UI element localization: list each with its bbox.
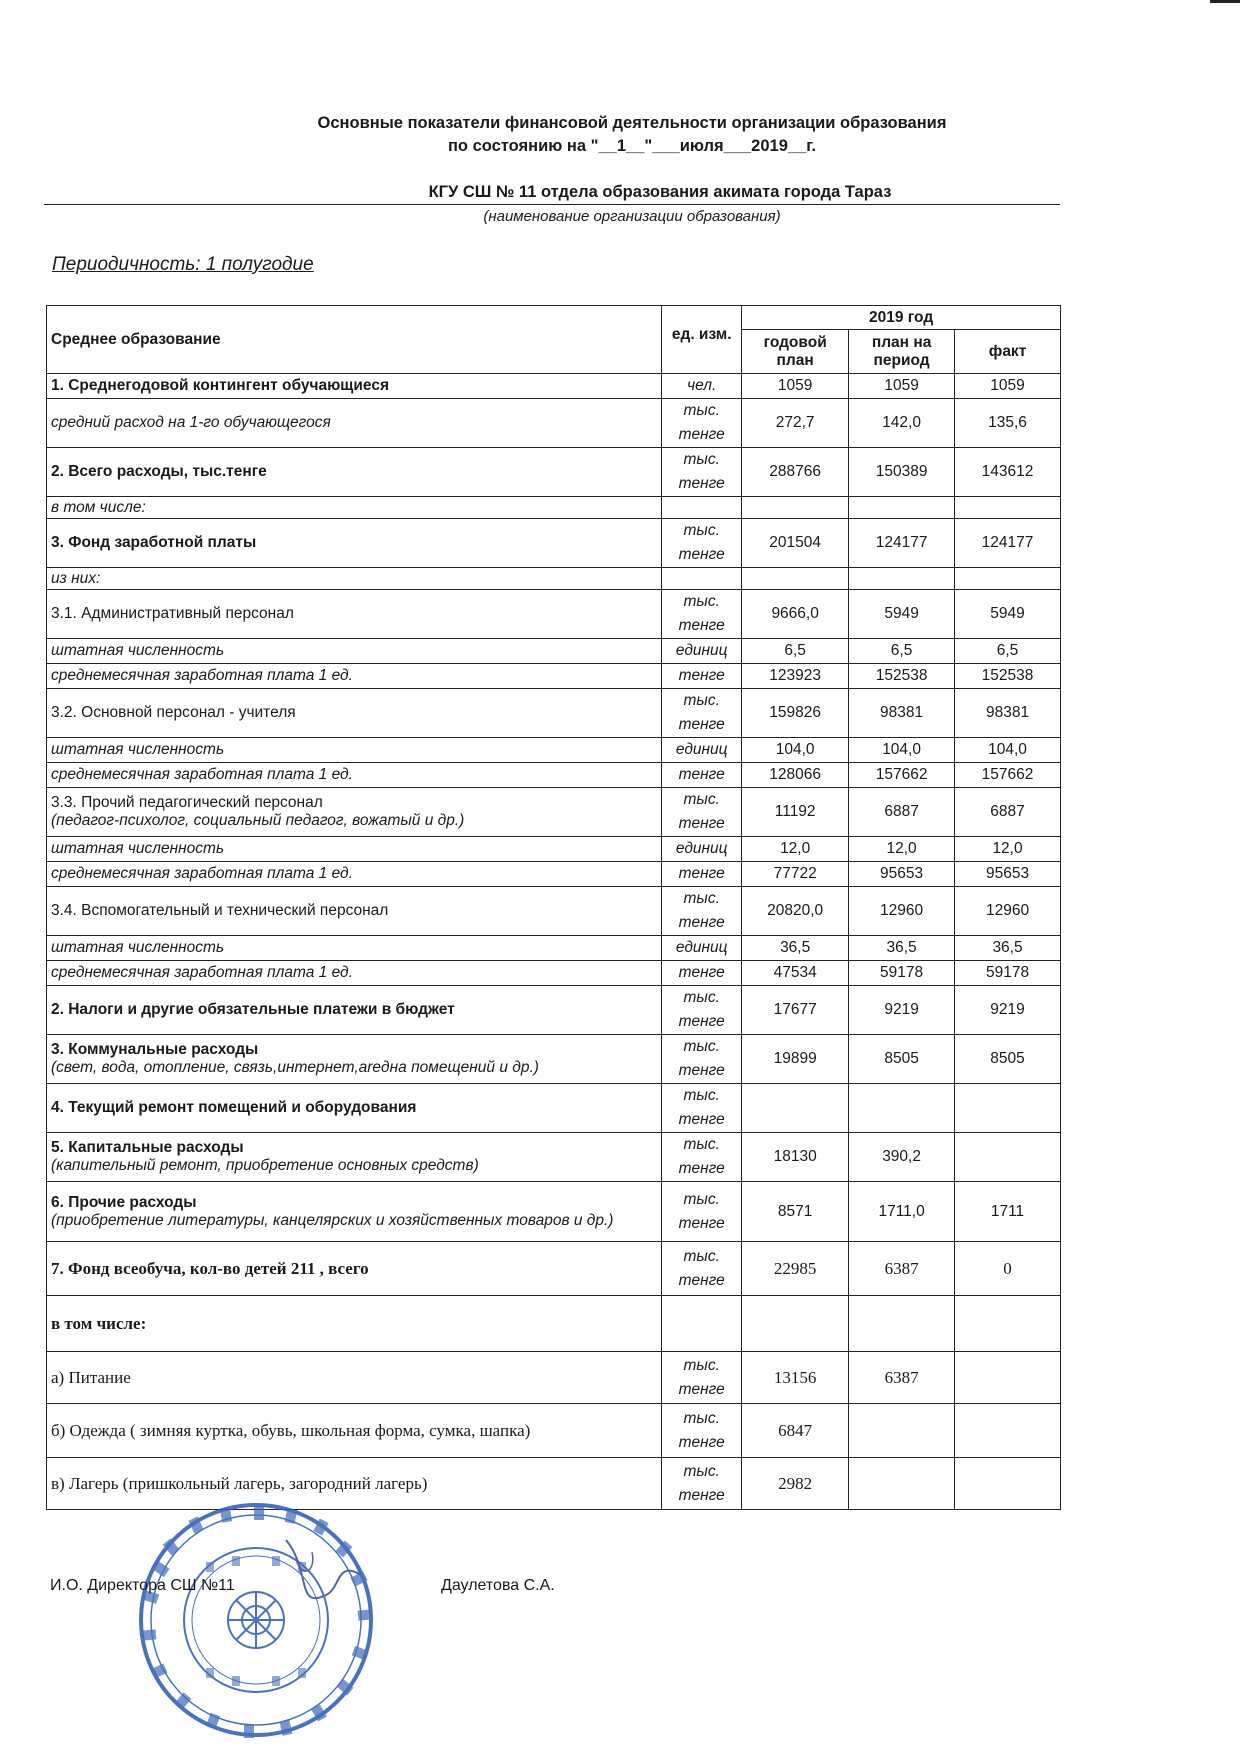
row-label-cell <box>47 448 662 497</box>
unit-cell: тенге <box>662 862 742 887</box>
row-label: среднемесячная заработная плата 1 ед. <box>51 766 353 783</box>
table-row <box>47 1035 1061 1084</box>
row-label: 3.4. Вспомогательный и технический персонал <box>51 902 389 919</box>
annual-plan-cell: 2982 <box>742 1458 849 1510</box>
fact-cell: 104,0 <box>955 738 1061 763</box>
period-plan-cell: 98381 <box>849 689 955 738</box>
table-row <box>47 1352 1061 1404</box>
unit-cell: единиц <box>662 639 742 664</box>
annual-plan-cell: 9666,0 <box>742 590 849 639</box>
row-label-cell <box>47 1084 662 1133</box>
unit-cell <box>662 497 742 519</box>
row-label: 6. Прочие расходы <box>51 1193 197 1211</box>
table-row <box>47 738 1061 763</box>
unit-cell: тыс. тенге <box>662 1182 742 1242</box>
period-plan-cell: 1711,0 <box>849 1182 955 1242</box>
table-row <box>47 1404 1061 1458</box>
row-label: штатная численность <box>51 741 225 758</box>
row-label-cell <box>47 1352 662 1404</box>
fact-cell <box>955 1296 1061 1352</box>
row-label: 2. Всего расходы, тыс.тенге <box>51 463 267 480</box>
annual-plan-cell: 77722 <box>742 862 849 887</box>
unit-cell <box>662 1296 742 1352</box>
unit-cell: тыс. тенге <box>662 788 742 837</box>
row-label-cell <box>47 497 662 519</box>
fact-cell: 135,6 <box>955 399 1061 448</box>
row-label-cell <box>47 519 662 568</box>
row-label-cell <box>47 1242 662 1296</box>
fact-cell: 95653 <box>955 862 1061 887</box>
row-label-cell <box>47 374 662 399</box>
table-row <box>47 590 1061 639</box>
unit-cell: тыс. тенге <box>662 1404 742 1458</box>
period-plan-cell: 8505 <box>849 1035 955 1084</box>
table-row <box>47 961 1061 986</box>
row-label: 2. Налоги и другие обязательные платежи в бюджет <box>51 1001 455 1018</box>
table-row <box>47 448 1061 497</box>
row-label-cell <box>47 1296 662 1352</box>
annual-plan-cell: 18130 <box>742 1133 849 1182</box>
row-label-cell <box>47 664 662 689</box>
unit-cell: тыс. тенге <box>662 887 742 936</box>
row-label: 7. Фонд всеобуча, кол-во детей 211 , всего <box>51 1258 369 1278</box>
column-header-unit: ед. изм. <box>662 306 742 374</box>
organization-name: КГУ СШ № 11 отдела образования акимата города Тараз <box>428 183 892 201</box>
financial-table <box>46 305 1061 1510</box>
annual-plan-cell <box>742 1084 849 1133</box>
fact-cell: 6,5 <box>955 639 1061 664</box>
fact-cell: 36,5 <box>955 936 1061 961</box>
table-row <box>47 639 1061 664</box>
unit-cell: тыс. тенге <box>662 590 742 639</box>
row-label: 3. Фонд заработной платы <box>51 534 257 551</box>
annual-plan-cell: 17677 <box>742 986 849 1035</box>
signature-title: И.О. Директора СШ №11 <box>50 1577 235 1594</box>
unit-cell: тыс. тенге <box>662 1133 742 1182</box>
fact-cell <box>955 568 1061 590</box>
row-label-cell <box>47 1182 662 1242</box>
row-label: 5. Капитальные расходы <box>51 1139 244 1156</box>
table-row <box>47 887 1061 936</box>
row-label-cell <box>47 689 662 738</box>
margin-mark <box>1210 0 1240 3</box>
annual-plan-cell: 1059 <box>742 374 849 399</box>
row-label-cell <box>47 639 662 664</box>
table-row <box>47 986 1061 1035</box>
unit-cell: тыс. тенге <box>662 689 742 738</box>
annual-plan-cell: 123923 <box>742 664 849 689</box>
row-sublabel: (педагог-психолог, социальный педагог, вожатый и др.) <box>51 812 465 829</box>
row-sublabel: (свет, вода, отопление, связь,интернет,areдна помещений и др.) <box>51 1059 539 1076</box>
table-row <box>47 862 1061 887</box>
period-plan-cell: 142,0 <box>849 399 955 448</box>
table-row <box>47 497 1061 519</box>
row-label-cell <box>47 862 662 887</box>
period-plan-cell: 12960 <box>849 887 955 936</box>
row-label: из них: <box>51 569 101 587</box>
row-label: в том числе: <box>51 1313 147 1333</box>
row-sublabel: (приобретение литературы, канцелярских и хозяйственных товаров и др.) <box>51 1211 614 1229</box>
period-plan-cell: 152538 <box>849 664 955 689</box>
period-plan-cell <box>849 1084 955 1133</box>
period-plan-cell: 6387 <box>849 1352 955 1404</box>
document-title: Основные показатели финансовой деятельности организации образования <box>317 114 947 132</box>
fact-cell <box>955 1404 1061 1458</box>
annual-plan-cell <box>742 497 849 519</box>
annual-plan-cell <box>742 568 849 590</box>
table-row <box>47 399 1061 448</box>
table-row <box>47 763 1061 788</box>
period-plan-cell: 36,5 <box>849 936 955 961</box>
row-label: 4. Текущий ремонт помещений и оборудования <box>51 1099 417 1116</box>
fact-cell: 152538 <box>955 664 1061 689</box>
annual-plan-cell: 8571 <box>742 1182 849 1242</box>
row-label-cell <box>47 837 662 862</box>
table-row <box>47 1084 1061 1133</box>
period-plan-cell <box>849 568 955 590</box>
row-label-cell <box>47 961 662 986</box>
row-label: 3. Коммунальные расходы <box>51 1041 259 1058</box>
fact-cell: 0 <box>955 1242 1061 1296</box>
fact-cell: 9219 <box>955 986 1061 1035</box>
annual-plan-cell: 20820,0 <box>742 887 849 936</box>
fact-cell: 59178 <box>955 961 1061 986</box>
row-label: б) Одежда ( зимняя куртка, обувь, школьная форма, сумка, шапка) <box>51 1420 531 1440</box>
row-label: штатная численность <box>51 840 225 857</box>
column-header-fact: факт <box>955 330 1061 374</box>
row-label: средний расход на 1-го обучающегося <box>51 414 331 431</box>
table-body <box>47 374 1061 1510</box>
annual-plan-cell: 19899 <box>742 1035 849 1084</box>
organization-underline <box>44 204 1060 205</box>
fact-cell <box>955 497 1061 519</box>
fact-cell: 6887 <box>955 788 1061 837</box>
unit-cell: тенге <box>662 763 742 788</box>
period-plan-cell <box>849 1404 955 1458</box>
column-header-year: 2019 год <box>742 306 1061 330</box>
unit-cell: чел. <box>662 374 742 399</box>
unit-cell: тыс. тенге <box>662 1035 742 1084</box>
period-plan-cell: 5949 <box>849 590 955 639</box>
row-sublabel: (капительный ремонт, приобретение основных средств) <box>51 1157 479 1174</box>
row-label-cell <box>47 738 662 763</box>
row-label-cell <box>47 1035 662 1084</box>
fact-cell: 1059 <box>955 374 1061 399</box>
table-row <box>47 1133 1061 1182</box>
period-plan-cell: 104,0 <box>849 738 955 763</box>
row-label: 3.1. Административный персонал <box>51 605 294 622</box>
unit-cell: тыс. тенге <box>662 1084 742 1133</box>
table-row <box>47 1296 1061 1352</box>
period-plan-cell: 1059 <box>849 374 955 399</box>
period-plan-cell: 390,2 <box>849 1133 955 1182</box>
fact-cell: 8505 <box>955 1035 1061 1084</box>
table-row <box>47 689 1061 738</box>
row-label-cell <box>47 936 662 961</box>
annual-plan-cell: 36,5 <box>742 936 849 961</box>
fact-cell: 1711 <box>955 1182 1061 1242</box>
annual-plan-cell: 272,7 <box>742 399 849 448</box>
period-plan-cell: 157662 <box>849 763 955 788</box>
column-header-annual-plan: годовой план <box>742 330 849 374</box>
fact-cell: 12,0 <box>955 837 1061 862</box>
row-label-cell <box>47 590 662 639</box>
row-label: среднемесячная заработная плата 1 ед. <box>51 667 353 684</box>
annual-plan-cell: 159826 <box>742 689 849 738</box>
row-label: 3.2. Основной персонал - учителя <box>51 704 296 721</box>
table-row <box>47 1182 1061 1242</box>
period-plan-cell <box>849 497 955 519</box>
annual-plan-cell: 6847 <box>742 1404 849 1458</box>
fact-cell: 98381 <box>955 689 1061 738</box>
unit-cell: тыс. тенге <box>662 448 742 497</box>
period-plan-cell <box>849 1296 955 1352</box>
unit-cell: тыс. тенге <box>662 1352 742 1404</box>
period-plan-cell <box>849 1458 955 1510</box>
annual-plan-cell: 6,5 <box>742 639 849 664</box>
fact-cell: 12960 <box>955 887 1061 936</box>
column-header-period-plan: план на период <box>849 330 955 374</box>
organization-caption: (наименование организации образования) <box>483 208 781 225</box>
period-plan-cell: 6387 <box>849 1242 955 1296</box>
row-label: в) Лагерь (пришкольный лагерь, загородний лагерь) <box>51 1473 428 1493</box>
period-plan-cell: 124177 <box>849 519 955 568</box>
fact-cell <box>955 1133 1061 1182</box>
table-row <box>47 936 1061 961</box>
annual-plan-cell: 12,0 <box>742 837 849 862</box>
unit-cell: тенге <box>662 664 742 689</box>
period-plan-cell: 6,5 <box>849 639 955 664</box>
row-label-cell <box>47 788 662 837</box>
period-plan-cell: 95653 <box>849 862 955 887</box>
annual-plan-cell: 104,0 <box>742 738 849 763</box>
table-row <box>47 374 1061 399</box>
row-label: а) Питание <box>51 1367 131 1387</box>
row-label-cell <box>47 1133 662 1182</box>
unit-cell: тыс. тенге <box>662 1242 742 1296</box>
table-row <box>47 1242 1061 1296</box>
annual-plan-cell: 11192 <box>742 788 849 837</box>
row-label-cell <box>47 887 662 936</box>
fact-cell <box>955 1352 1061 1404</box>
row-label: штатная численность <box>51 642 225 659</box>
table-row <box>47 568 1061 590</box>
unit-cell <box>662 568 742 590</box>
annual-plan-cell: 13156 <box>742 1352 849 1404</box>
row-label: в том числе: <box>51 498 146 516</box>
fact-cell <box>955 1084 1061 1133</box>
table-row <box>47 664 1061 689</box>
period-plan-cell: 6887 <box>849 788 955 837</box>
annual-plan-cell: 288766 <box>742 448 849 497</box>
row-label: 1. Среднегодовой контингент обучающиеся <box>51 377 389 394</box>
fact-cell: 143612 <box>955 448 1061 497</box>
unit-cell: тенге <box>662 961 742 986</box>
period-plan-cell: 9219 <box>849 986 955 1035</box>
period-plan-cell: 59178 <box>849 961 955 986</box>
row-label: среднемесячная заработная плата 1 ед. <box>51 964 353 981</box>
table-row <box>47 837 1061 862</box>
signature-name: Даулетова С.А. <box>441 1577 555 1594</box>
annual-plan-cell: 201504 <box>742 519 849 568</box>
periodicity-label: Периодичность: 1 полугодие <box>52 254 314 275</box>
row-label-cell <box>47 1404 662 1458</box>
official-seal-stamp <box>136 1500 376 1740</box>
fact-cell: 157662 <box>955 763 1061 788</box>
row-label-cell <box>47 399 662 448</box>
fact-cell: 5949 <box>955 590 1061 639</box>
fact-cell <box>955 1458 1061 1510</box>
table-row <box>47 788 1061 837</box>
row-label-cell <box>47 763 662 788</box>
annual-plan-cell <box>742 1296 849 1352</box>
unit-cell: тыс. тенге <box>662 1458 742 1510</box>
fact-cell: 124177 <box>955 519 1061 568</box>
row-label-cell <box>47 568 662 590</box>
period-plan-cell: 12,0 <box>849 837 955 862</box>
unit-cell: единиц <box>662 837 742 862</box>
annual-plan-cell: 22985 <box>742 1242 849 1296</box>
row-label-cell <box>47 986 662 1035</box>
unit-cell: тыс. тенге <box>662 519 742 568</box>
document-date: по состоянию на "__1__"___июля___2019__г. <box>447 137 817 155</box>
table-row <box>47 519 1061 568</box>
row-label: штатная численность <box>51 939 225 956</box>
period-plan-cell: 150389 <box>849 448 955 497</box>
column-header-indicator: Среднее образование <box>47 306 662 374</box>
row-label: среднемесячная заработная плата 1 ед. <box>51 865 353 882</box>
unit-cell: тыс. тенге <box>662 399 742 448</box>
unit-cell: тыс. тенге <box>662 986 742 1035</box>
unit-cell: единиц <box>662 738 742 763</box>
annual-plan-cell: 47534 <box>742 961 849 986</box>
row-label: 3.3. Прочий педагогический персонал <box>51 794 323 811</box>
unit-cell: единиц <box>662 936 742 961</box>
annual-plan-cell: 128066 <box>742 763 849 788</box>
